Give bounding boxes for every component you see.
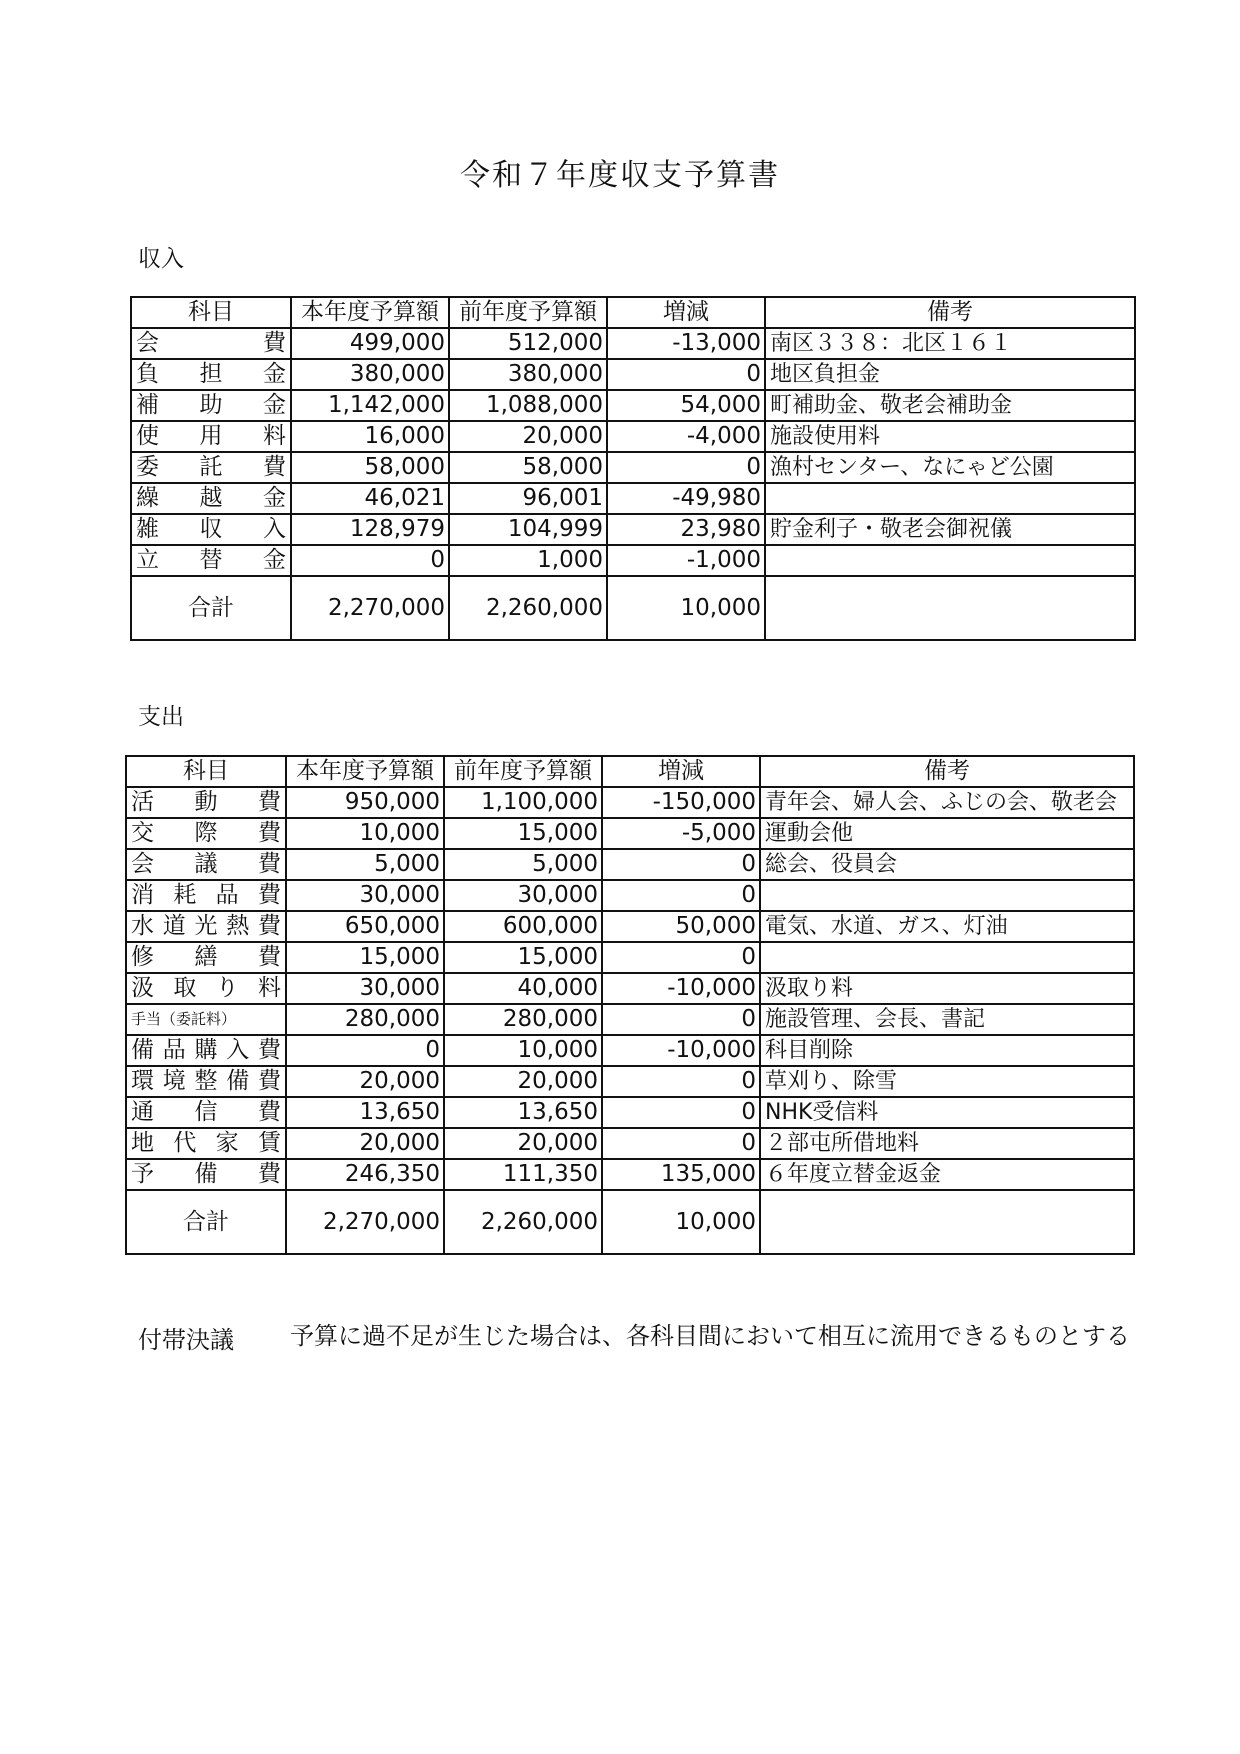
income-total-row xyxy=(131,576,1135,640)
difference-cell: -10,000 xyxy=(602,973,760,1004)
item-cell: 予備費 xyxy=(126,1159,286,1190)
difference-cell: 0 xyxy=(602,880,760,911)
table-row xyxy=(126,880,1134,911)
table-row xyxy=(126,849,1134,880)
difference-cell: 0 xyxy=(607,452,765,483)
current-budget-cell: 5,000 xyxy=(286,849,444,880)
note-cell: 草刈り、除雪 xyxy=(760,1066,1134,1097)
table-row xyxy=(131,328,1135,359)
header-difference: 増減 xyxy=(607,297,765,328)
expense-header-row xyxy=(126,756,1134,787)
total-current: 2,270,000 xyxy=(291,576,449,640)
table-row xyxy=(126,1097,1134,1128)
page-title: 令和７年度収支予算書 xyxy=(460,158,780,193)
header-difference: 増減 xyxy=(602,756,760,787)
note-cell xyxy=(760,880,1134,911)
previous-budget-cell: 280,000 xyxy=(444,1004,602,1035)
expense-total-row xyxy=(126,1190,1134,1254)
total-label: 合計 xyxy=(126,1190,286,1254)
current-budget-cell: 46,021 xyxy=(291,483,449,514)
table-row xyxy=(126,973,1134,1004)
previous-budget-cell: 58,000 xyxy=(449,452,607,483)
item-cell: 環境整備費 xyxy=(126,1066,286,1097)
difference-cell: 0 xyxy=(602,1097,760,1128)
previous-budget-cell: 30,000 xyxy=(444,880,602,911)
note-cell: 地区負担金 xyxy=(765,359,1135,390)
note-cell xyxy=(765,483,1135,514)
difference-cell: -150,000 xyxy=(602,787,760,818)
previous-budget-cell: 1,088,000 xyxy=(449,390,607,421)
difference-cell: 135,000 xyxy=(602,1159,760,1190)
note-cell: NHK受信料 xyxy=(760,1097,1134,1128)
current-budget-cell: 0 xyxy=(291,545,449,576)
note-cell: 青年会、婦人会、ふじの会、敬老会 xyxy=(760,787,1134,818)
previous-budget-cell: 15,000 xyxy=(444,942,602,973)
difference-cell: -1,000 xyxy=(607,545,765,576)
difference-cell: 54,000 xyxy=(607,390,765,421)
difference-cell: -13,000 xyxy=(607,328,765,359)
previous-budget-cell: 15,000 xyxy=(444,818,602,849)
table-row xyxy=(131,483,1135,514)
resolution-text: 予算に過不足が生じた場合は、各科目間において相互に流用できるものとする xyxy=(290,1322,1130,1350)
current-budget-cell: 499,000 xyxy=(291,328,449,359)
current-budget-cell: 950,000 xyxy=(286,787,444,818)
total-difference: 10,000 xyxy=(602,1190,760,1254)
note-cell: 町補助金、敬老会補助金 xyxy=(765,390,1135,421)
note-cell: 貯金利子・敬老会御祝儀 xyxy=(765,514,1135,545)
item-cell: 手当（委託料） xyxy=(126,1004,286,1035)
note-cell: 電気、水道、ガス、灯油 xyxy=(760,911,1134,942)
current-budget-cell: 20,000 xyxy=(286,1128,444,1159)
previous-budget-cell: 1,000 xyxy=(449,545,607,576)
table-row xyxy=(126,942,1134,973)
table-row xyxy=(126,787,1134,818)
table-row xyxy=(131,545,1135,576)
total-note xyxy=(765,576,1135,640)
previous-budget-cell: 40,000 xyxy=(444,973,602,1004)
current-budget-cell: 10,000 xyxy=(286,818,444,849)
item-cell: 地代家賃 xyxy=(126,1128,286,1159)
note-cell: 総会、役員会 xyxy=(760,849,1134,880)
header-item: 科目 xyxy=(126,756,286,787)
note-cell: ２部屯所借地料 xyxy=(760,1128,1134,1159)
current-budget-cell: 650,000 xyxy=(286,911,444,942)
difference-cell: 0 xyxy=(602,1004,760,1035)
total-difference: 10,000 xyxy=(607,576,765,640)
item-cell: 補助金 xyxy=(131,390,291,421)
item-cell: 通信費 xyxy=(126,1097,286,1128)
previous-budget-cell: 13,650 xyxy=(444,1097,602,1128)
table-row xyxy=(126,911,1134,942)
previous-budget-cell: 600,000 xyxy=(444,911,602,942)
difference-cell: 23,980 xyxy=(607,514,765,545)
note-cell: 施設管理、会長、書記 xyxy=(760,1004,1134,1035)
difference-cell: 50,000 xyxy=(602,911,760,942)
header-previous-budget: 前年度予算額 xyxy=(444,756,602,787)
header-previous-budget: 前年度予算額 xyxy=(449,297,607,328)
current-budget-cell: 30,000 xyxy=(286,973,444,1004)
item-cell: 雑収入 xyxy=(131,514,291,545)
total-label: 合計 xyxy=(131,576,291,640)
previous-budget-cell: 20,000 xyxy=(444,1066,602,1097)
table-row xyxy=(131,390,1135,421)
difference-cell: 0 xyxy=(602,942,760,973)
current-budget-cell: 13,650 xyxy=(286,1097,444,1128)
total-current: 2,270,000 xyxy=(286,1190,444,1254)
note-cell: 漁村センター、なにゃど公園 xyxy=(765,452,1135,483)
item-cell: 会議費 xyxy=(126,849,286,880)
header-note: 備考 xyxy=(765,297,1135,328)
header-current-budget: 本年度予算額 xyxy=(286,756,444,787)
table-row xyxy=(126,1066,1134,1097)
total-previous: 2,260,000 xyxy=(449,576,607,640)
item-cell: 修繕費 xyxy=(126,942,286,973)
current-budget-cell: 30,000 xyxy=(286,880,444,911)
difference-cell: 0 xyxy=(602,849,760,880)
item-cell: 消耗品費 xyxy=(126,880,286,911)
item-cell: 水道光熱費 xyxy=(126,911,286,942)
table-row xyxy=(126,818,1134,849)
note-cell: 科目削除 xyxy=(760,1035,1134,1066)
difference-cell: 0 xyxy=(602,1128,760,1159)
difference-cell: -10,000 xyxy=(602,1035,760,1066)
note-cell: 南区３３８：北区１６１ xyxy=(765,328,1135,359)
current-budget-cell: 58,000 xyxy=(291,452,449,483)
total-previous: 2,260,000 xyxy=(444,1190,602,1254)
item-cell: 備品購入費 xyxy=(126,1035,286,1066)
current-budget-cell: 15,000 xyxy=(286,942,444,973)
current-budget-cell: 16,000 xyxy=(291,421,449,452)
previous-budget-cell: 111,350 xyxy=(444,1159,602,1190)
table-row xyxy=(126,1159,1134,1190)
current-budget-cell: 20,000 xyxy=(286,1066,444,1097)
previous-budget-cell: 10,000 xyxy=(444,1035,602,1066)
table-row xyxy=(126,1128,1134,1159)
income-section-label: 収入 xyxy=(138,246,184,272)
item-cell: 交際費 xyxy=(126,818,286,849)
difference-cell: 0 xyxy=(602,1066,760,1097)
table-row xyxy=(131,421,1135,452)
note-cell: 施設使用料 xyxy=(765,421,1135,452)
item-cell: 使用料 xyxy=(131,421,291,452)
current-budget-cell: 1,142,000 xyxy=(291,390,449,421)
table-row xyxy=(126,1035,1134,1066)
table-row xyxy=(131,514,1135,545)
item-cell: 委託費 xyxy=(131,452,291,483)
previous-budget-cell: 20,000 xyxy=(444,1128,602,1159)
table-row xyxy=(131,452,1135,483)
previous-budget-cell: 5,000 xyxy=(444,849,602,880)
item-cell: 立替金 xyxy=(131,545,291,576)
expense-table xyxy=(125,755,1135,1255)
difference-cell: -49,980 xyxy=(607,483,765,514)
income-header-row xyxy=(131,297,1135,328)
item-cell: 負担金 xyxy=(131,359,291,390)
table-row xyxy=(126,1004,1134,1035)
resolution-label: 付帯決議 xyxy=(138,1326,234,1354)
note-cell xyxy=(765,545,1135,576)
note-cell: 汲取り料 xyxy=(760,973,1134,1004)
header-item: 科目 xyxy=(131,297,291,328)
previous-budget-cell: 512,000 xyxy=(449,328,607,359)
difference-cell: -5,000 xyxy=(602,818,760,849)
item-cell: 活動費 xyxy=(126,787,286,818)
difference-cell: 0 xyxy=(607,359,765,390)
total-note xyxy=(760,1190,1134,1254)
note-cell: ６年度立替金返金 xyxy=(760,1159,1134,1190)
item-cell: 汲取り料 xyxy=(126,973,286,1004)
difference-cell: -4,000 xyxy=(607,421,765,452)
previous-budget-cell: 96,001 xyxy=(449,483,607,514)
previous-budget-cell: 380,000 xyxy=(449,359,607,390)
header-current-budget: 本年度予算額 xyxy=(291,297,449,328)
table-row xyxy=(131,359,1135,390)
income-table xyxy=(130,296,1136,641)
current-budget-cell: 128,979 xyxy=(291,514,449,545)
expense-section-label: 支出 xyxy=(138,704,184,730)
current-budget-cell: 380,000 xyxy=(291,359,449,390)
previous-budget-cell: 20,000 xyxy=(449,421,607,452)
current-budget-cell: 0 xyxy=(286,1035,444,1066)
header-note: 備考 xyxy=(760,756,1134,787)
item-cell: 会費 xyxy=(131,328,291,359)
current-budget-cell: 246,350 xyxy=(286,1159,444,1190)
item-cell: 繰越金 xyxy=(131,483,291,514)
note-cell xyxy=(760,942,1134,973)
previous-budget-cell: 104,999 xyxy=(449,514,607,545)
note-cell: 運動会他 xyxy=(760,818,1134,849)
previous-budget-cell: 1,100,000 xyxy=(444,787,602,818)
current-budget-cell: 280,000 xyxy=(286,1004,444,1035)
